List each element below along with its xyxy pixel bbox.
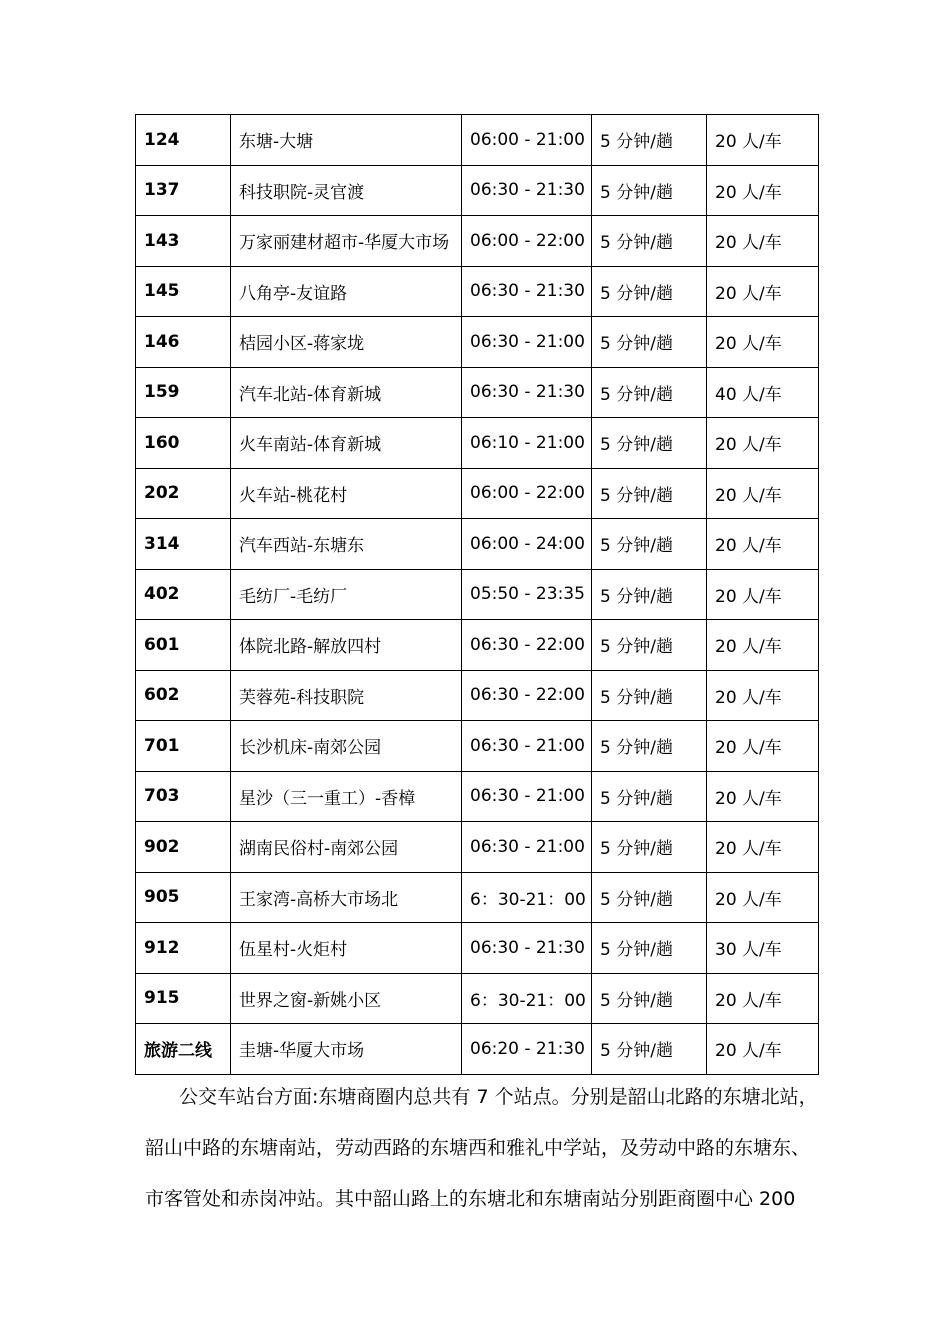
service-hours-cell: 05:50 - 23:35 xyxy=(462,569,592,620)
route-name-cell: 星沙（三一重工）-香樟 xyxy=(231,771,462,822)
route-number-cell: 915 xyxy=(136,973,231,1024)
frequency-cell: 5 分钟/趟 xyxy=(592,216,707,267)
route-number-cell: 旅游二线 xyxy=(136,1024,231,1075)
service-hours-cell: 06:30 - 22:00 xyxy=(462,620,592,671)
capacity-cell: 20 人/车 xyxy=(707,216,819,267)
table-row xyxy=(136,165,819,216)
route-number-cell: 202 xyxy=(136,468,231,519)
route-name-cell: 汽车西站-东塘东 xyxy=(231,519,462,570)
table-row xyxy=(136,468,819,519)
route-number-cell: 601 xyxy=(136,620,231,671)
route-number-cell: 402 xyxy=(136,569,231,620)
route-number-cell: 314 xyxy=(136,519,231,570)
paragraph-line: 市客管处和赤岗冲站。其中韶山路上的东塘北和东塘南站分别距商圈中心 200 xyxy=(145,1188,796,1210)
table-row xyxy=(136,367,819,418)
capacity-cell: 20 人/车 xyxy=(707,266,819,317)
table-row xyxy=(136,822,819,873)
bus-route-table xyxy=(135,114,819,1075)
capacity-cell: 20 人/车 xyxy=(707,670,819,721)
bus-stop-paragraph xyxy=(145,1072,825,1225)
table-row xyxy=(136,266,819,317)
route-number-cell: 146 xyxy=(136,317,231,368)
route-name-cell: 汽车北站-体育新城 xyxy=(231,367,462,418)
bus-route-table-body xyxy=(136,115,819,1075)
capacity-cell: 20 人/车 xyxy=(707,115,819,166)
table-row xyxy=(136,973,819,1024)
frequency-cell: 5 分钟/趟 xyxy=(592,165,707,216)
service-hours-cell: 06:00 - 21:00 xyxy=(462,115,592,166)
route-number-cell: 703 xyxy=(136,771,231,822)
route-number-cell: 137 xyxy=(136,165,231,216)
route-name-cell: 桔园小区-蒋家垅 xyxy=(231,317,462,368)
capacity-cell: 20 人/车 xyxy=(707,317,819,368)
route-name-cell: 长沙机床-南郊公园 xyxy=(231,721,462,772)
route-name-cell: 圭塘-华厦大市场 xyxy=(231,1024,462,1075)
service-hours-cell: 06:30 - 21:00 xyxy=(462,822,592,873)
frequency-cell: 5 分钟/趟 xyxy=(592,468,707,519)
route-name-cell: 体院北路-解放四村 xyxy=(231,620,462,671)
table-row xyxy=(136,519,819,570)
table-row xyxy=(136,620,819,671)
route-name-cell: 芙蓉苑-科技职院 xyxy=(231,670,462,721)
route-number-cell: 145 xyxy=(136,266,231,317)
service-hours-cell: 06:30 - 21:30 xyxy=(462,266,592,317)
service-hours-cell: 06:00 - 22:00 xyxy=(462,468,592,519)
frequency-cell: 5 分钟/趟 xyxy=(592,569,707,620)
capacity-cell: 20 人/车 xyxy=(707,418,819,469)
route-name-cell: 王家湾-高桥大市场北 xyxy=(231,872,462,923)
route-number-cell: 905 xyxy=(136,872,231,923)
table-row xyxy=(136,115,819,166)
route-number-cell: 159 xyxy=(136,367,231,418)
capacity-cell: 20 人/车 xyxy=(707,721,819,772)
capacity-cell: 20 人/车 xyxy=(707,771,819,822)
table-row xyxy=(136,1024,819,1075)
capacity-cell: 20 人/车 xyxy=(707,165,819,216)
frequency-cell: 5 分钟/趟 xyxy=(592,317,707,368)
paragraph-line: 韶山中路的东塘南站，劳动西路的东塘西和雅礼中学站，及劳动中路的东塘东、 xyxy=(145,1137,811,1159)
service-hours-cell: 06:30 - 22:00 xyxy=(462,670,592,721)
service-hours-cell: 06:30 - 21:30 xyxy=(462,367,592,418)
frequency-cell: 5 分钟/趟 xyxy=(592,670,707,721)
route-name-cell: 伍星村-火炬村 xyxy=(231,923,462,974)
route-name-cell: 八角亭-友谊路 xyxy=(231,266,462,317)
service-hours-cell: 06:10 - 21:00 xyxy=(462,418,592,469)
capacity-cell: 20 人/车 xyxy=(707,468,819,519)
capacity-cell: 20 人/车 xyxy=(707,973,819,1024)
route-name-cell: 科技职院-灵官渡 xyxy=(231,165,462,216)
frequency-cell: 5 分钟/趟 xyxy=(592,872,707,923)
service-hours-cell: 6：30-21：00 xyxy=(462,872,592,923)
route-name-cell: 东塘-大塘 xyxy=(231,115,462,166)
route-number-cell: 124 xyxy=(136,115,231,166)
frequency-cell: 5 分钟/趟 xyxy=(592,418,707,469)
capacity-cell: 20 人/车 xyxy=(707,872,819,923)
route-number-cell: 912 xyxy=(136,923,231,974)
service-hours-cell: 06:30 - 21:30 xyxy=(462,165,592,216)
table-row xyxy=(136,721,819,772)
route-number-cell: 160 xyxy=(136,418,231,469)
frequency-cell: 5 分钟/趟 xyxy=(592,923,707,974)
route-number-cell: 602 xyxy=(136,670,231,721)
route-name-cell: 万家丽建材超市-华厦大市场 xyxy=(231,216,462,267)
frequency-cell: 5 分钟/趟 xyxy=(592,973,707,1024)
frequency-cell: 5 分钟/趟 xyxy=(592,367,707,418)
capacity-cell: 20 人/车 xyxy=(707,1024,819,1075)
service-hours-cell: 6：30-21：00 xyxy=(462,973,592,1024)
table-row xyxy=(136,216,819,267)
table-row xyxy=(136,872,819,923)
frequency-cell: 5 分钟/趟 xyxy=(592,115,707,166)
capacity-cell: 20 人/车 xyxy=(707,822,819,873)
route-number-cell: 143 xyxy=(136,216,231,267)
table-row xyxy=(136,317,819,368)
route-name-cell: 湖南民俗村-南郊公园 xyxy=(231,822,462,873)
route-number-cell: 902 xyxy=(136,822,231,873)
table-row xyxy=(136,923,819,974)
route-name-cell: 毛纺厂-毛纺厂 xyxy=(231,569,462,620)
service-hours-cell: 06:30 - 21:00 xyxy=(462,721,592,772)
paragraph-line: 公交车站台方面:东塘商圈内总共有 7 个站点。分别是韶山北路的东塘北站， xyxy=(179,1086,818,1108)
frequency-cell: 5 分钟/趟 xyxy=(592,620,707,671)
route-name-cell: 火车站-桃花村 xyxy=(231,468,462,519)
route-name-cell: 世界之窗-新姚小区 xyxy=(231,973,462,1024)
frequency-cell: 5 分钟/趟 xyxy=(592,822,707,873)
frequency-cell: 5 分钟/趟 xyxy=(592,266,707,317)
table-row xyxy=(136,418,819,469)
service-hours-cell: 06:30 - 21:30 xyxy=(462,923,592,974)
capacity-cell: 30 人/车 xyxy=(707,923,819,974)
service-hours-cell: 06:30 - 21:00 xyxy=(462,317,592,368)
service-hours-cell: 06:20 - 21:30 xyxy=(462,1024,592,1075)
capacity-cell: 20 人/车 xyxy=(707,569,819,620)
capacity-cell: 40 人/车 xyxy=(707,367,819,418)
frequency-cell: 5 分钟/趟 xyxy=(592,771,707,822)
service-hours-cell: 06:30 - 21:00 xyxy=(462,771,592,822)
service-hours-cell: 06:00 - 22:00 xyxy=(462,216,592,267)
route-name-cell: 火车南站-体育新城 xyxy=(231,418,462,469)
frequency-cell: 5 分钟/趟 xyxy=(592,519,707,570)
route-number-cell: 701 xyxy=(136,721,231,772)
frequency-cell: 5 分钟/趟 xyxy=(592,1024,707,1075)
capacity-cell: 20 人/车 xyxy=(707,519,819,570)
table-row xyxy=(136,771,819,822)
capacity-cell: 20 人/车 xyxy=(707,620,819,671)
table-row xyxy=(136,670,819,721)
frequency-cell: 5 分钟/趟 xyxy=(592,721,707,772)
service-hours-cell: 06:00 - 24:00 xyxy=(462,519,592,570)
table-row xyxy=(136,569,819,620)
